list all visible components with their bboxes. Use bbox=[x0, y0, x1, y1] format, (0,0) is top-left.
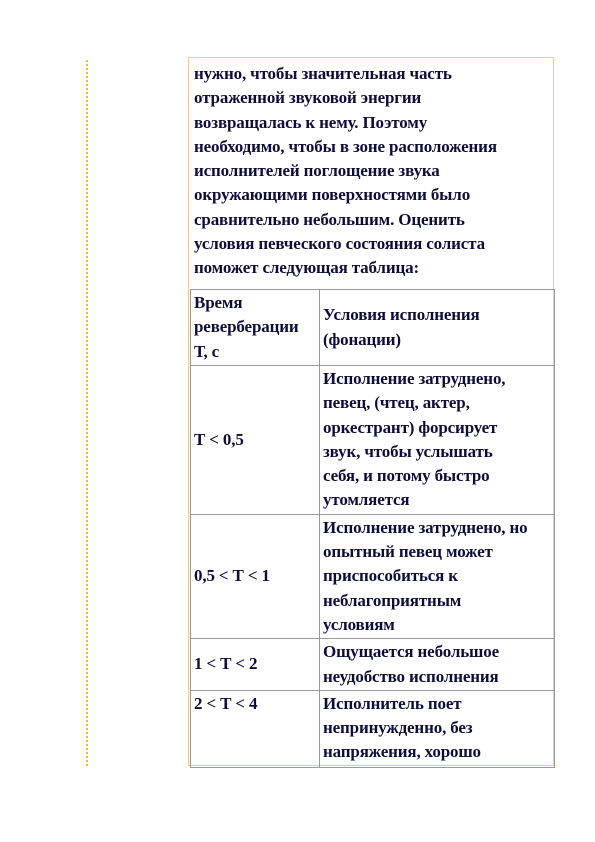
table-row bbox=[191, 366, 555, 515]
margin-guide-line bbox=[86, 60, 88, 766]
table-row bbox=[191, 690, 555, 767]
body-paragraph: нужно, чтобы значительная часть отраженной звуковой энергии возвращалась к нему. Поэтому необходимо, чтобы в зоне расположения исполнителей поглощение звука окружающими поверхностями было сравнительно небольшим. Оценить условия певческого состояния солиста поможет следующая таблица: bbox=[194, 64, 497, 278]
cell-time: 1 < Т < 2 bbox=[191, 639, 320, 691]
cell-time: 2 < Т < 4 bbox=[191, 690, 320, 767]
cell-condition: Исполнение затруднено, певец, (чтец, актер, оркестрант) форсирует звук, чтобы услышать себя, и потому быстро утомляется bbox=[320, 366, 555, 515]
table-row bbox=[191, 639, 555, 691]
cell-condition: Исполнение затруднено, но опытный певец может приспособиться к неблагоприятным условиям bbox=[320, 514, 555, 638]
cell-time: 0,5 < Т < 1 bbox=[191, 514, 320, 638]
table-header-row bbox=[191, 290, 555, 366]
header-condition: Условия исполнения (фонации) bbox=[320, 290, 555, 366]
cell-condition: Исполнитель поет непринужденно, без напряжения, хорошо bbox=[320, 690, 555, 767]
table-row bbox=[191, 514, 555, 638]
cell-condition: Ощущается небольшое неудобство исполнения bbox=[320, 639, 555, 691]
header-time: Время реверберации Т, с bbox=[191, 290, 320, 366]
reverberation-table bbox=[190, 289, 555, 768]
cell-time: Т < 0,5 bbox=[191, 366, 320, 515]
